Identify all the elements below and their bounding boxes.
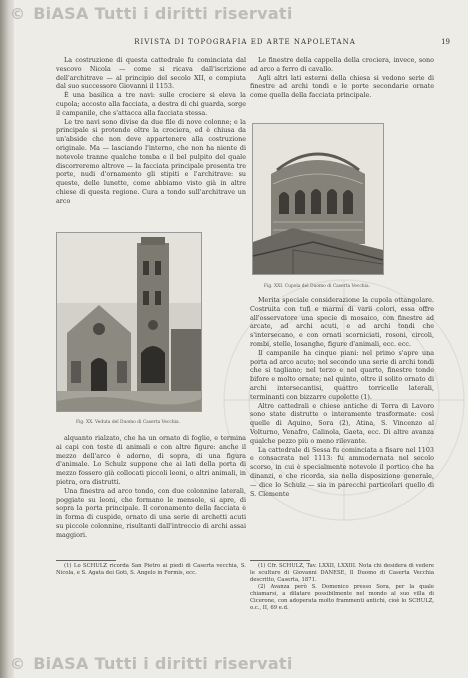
dome-illustration bbox=[253, 124, 383, 274]
watermark-text: BiASA Tutti i diritti riservati bbox=[33, 4, 293, 23]
column-left-bottom-text bbox=[56, 434, 246, 558]
paragraph: È una basilica a tre navi: sulle crociere si eleva la cupola; accosto alla facciata, a destra di chi guarda, sorge il campanile, che s'attacca alla facciata stessa. bbox=[56, 91, 246, 117]
footnote-rule-right bbox=[250, 560, 310, 561]
figure-cathedral-photo bbox=[56, 232, 202, 412]
running-header bbox=[40, 38, 450, 52]
footnote-left bbox=[56, 563, 246, 587]
column-right-top-text bbox=[250, 56, 434, 112]
paragraph: Le finestre della cappella della crociera, invece, sono ad arco a ferro di cavallo. bbox=[250, 56, 434, 73]
cathedral-illustration bbox=[57, 233, 201, 411]
paragraph: Altre cattedrali e chiese antiche di Terra di Lavoro sono state distrutte o interamente trasformate: così quelle di Aquino, Sora (2), Atina, S. Vincenzo al Volturno, Venafro, Calinola, Gaeta, ecc. Di altre avanza qualche pezzo più o meno rilevante. bbox=[250, 401, 434, 445]
paragraph: Il campanile ha cinque piani: nel primo s'apre una porta ad arco acuto; nel secondo una serie di archi tondi che si tagliano; nel terzo e nel quarto, finestre tonde bifore e molto ornate; nel quinto, oltre il solito ornato di archi intersecantisi, quattro torricelle laterali, terminanti con bizzarre cupolette (1). bbox=[250, 348, 434, 401]
paragraph: Agli altri lati esterni della chiesa si vedono serie di finestre ad archi tondi e le porte secondarie ornate come quella della facciata principale. bbox=[250, 73, 434, 100]
paragraph: La cattedrale di Sessa fu cominciata a fisare nel 1103 e consacrata nel 1113: fu ammodernata nel secolo scorso, in cui è specialmente notevole il portico che ha dinanzi, e che ricorda, sia nella disposizione generale, — dice lo Schulz — sia in parecchi particolari quello di S. Clemente bbox=[250, 445, 434, 498]
journal-title: RIVISTA DI TOPOGRAFIA ED ARTE NAPOLETANA bbox=[134, 38, 356, 46]
column-right-bottom-text bbox=[250, 296, 434, 556]
paragraph: Le tre navi sono divise da due file di nove colonne; e la principale si protende oltre la crociera, ed è chiusa da un'abside che non deve appartenere alla costruzione originale. Ma — lasciando l'interno, che non ha niente di notevole tranne qualche tomba e il bel pulpito del quale discorreremo altrove — la facciata principale presenta tre porte, nudi d'ornamento gli stipiti e l'architrave: su queste, delle lunette, come abbiamo visto già in altre chiese di questa regione. Cura a tondo sull'architrave un arco bbox=[56, 117, 246, 205]
figure-left-caption: Fig. XX. Veduta del Duomo di Caserta Vecchia. bbox=[75, 420, 181, 425]
column-left-top-text bbox=[56, 56, 246, 228]
watermark-text: BiASA Tutti i diritti riservati bbox=[33, 654, 293, 673]
paragraph: alquanto rialzato, che ha un ornato di foglie, e termina ai capi con teste di animali e con altre figure: anche il mezzo dell'arco è adorno, di sopra, di una figura d'animale. Lo Schulz suppone che ai lati della porta di mezzo fossero già collocati piccoli leoni, o altri animali, in pietra, ora distrutti. bbox=[56, 434, 246, 486]
footnotes-right bbox=[250, 563, 434, 611]
page-number: 19 bbox=[441, 38, 450, 46]
paragraph: Una finestra ad arco tondo, con due colonnine laterali, poggiate su leoni, che formano le mensole, si apre, di sopra la porta principale. Il coronamento della facciata è in forma di cuspide, ornato di una serie di archetti acuti su piccole colonnine, risultanti dall'intreccio di archi assai maggiori. bbox=[56, 486, 246, 539]
book-spine-shadow bbox=[0, 0, 14, 678]
footnote-text: (1) Lo SCHULZ ricorda San Pietro ai piedi di Caserta vecchia, S. Nicola, e S. Agata dei Goti, S. Angelo in Formis, ecc. bbox=[56, 563, 246, 576]
footnote-text: (2) Avanza però S. Domenico presso Sora, per la quale chiamarsi, a dilatare possibilmente nel mondo al suo villa di Cicerone, con adoperata molto frammenti antichi, cioè lo SCHULZ, o.c., II, 69 e.d. bbox=[250, 584, 434, 611]
figure-right-caption: Fig. XXI. Cupola del Duomo di Caserta Vecchia. bbox=[263, 284, 371, 289]
footnote-rule-left bbox=[56, 560, 116, 561]
paragraph: Merita speciale considerazione la cupola ottangolare. Costruita con tufi e marmi di varii colori, essa offre all'osservatore una specie di mosaico, con finestre ad arcate, ad archi acuti, e ad archi tondi che s'intersecano, e con ornati scorniciati, rosoni, circoli, rombi, stelle, losanghe, figure d'animali, ecc. ecc. bbox=[250, 296, 434, 348]
footnote-text: (1) Cfr. SCHULZ, Tav. LXXII, LXXIII. Nota chi desidera di vedere le sculture di Giovanni DANESE, Il Duomo di Caserta Vecchia descritto, Caserta, 1871. bbox=[250, 563, 434, 583]
watermark-top bbox=[10, 4, 293, 23]
paragraph: La costruzione di questa cattedrale fu cominciata dal vescovo Nicola — come si ricava dall'iscrizione dell'architrave — al principio del secolo XII, e compiuta dal suo successore Giovanni il 1153. bbox=[56, 56, 246, 91]
copyright-icon: © bbox=[10, 655, 26, 673]
copyright-icon: © bbox=[10, 5, 26, 23]
watermark-bottom bbox=[10, 654, 293, 673]
figure-dome-photo bbox=[252, 123, 384, 275]
